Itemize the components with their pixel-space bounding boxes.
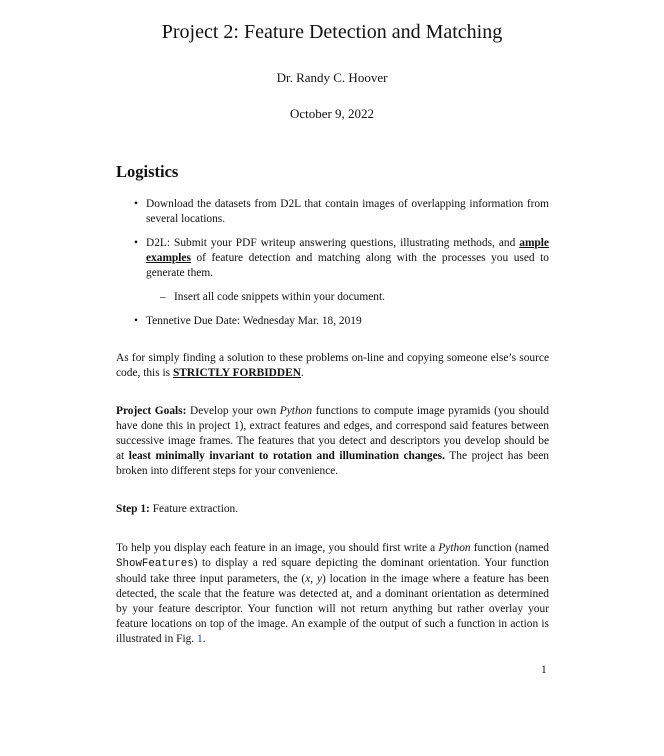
step1-label: Step 1: <box>116 503 150 515</box>
page-number: 1 <box>541 664 547 676</box>
goals-text: Develop your own <box>186 405 280 417</box>
policy-text: As for simply finding a solution to these problems on-line and copying someone else’s source code, this is <box>116 352 549 379</box>
step1-text: Feature extraction. <box>149 503 239 515</box>
step1-paragraph <box>116 541 549 647</box>
bullet-text: Download the datasets from D2L that contain images of overlapping information from several locations. <box>146 198 549 225</box>
goals-emphasis: least minimally invariant to rotation and illumination changes. <box>128 450 445 462</box>
body-text: function (named <box>470 542 549 554</box>
body-text: . <box>202 633 206 645</box>
goals-paragraph <box>116 404 549 479</box>
date: October 9, 2022 <box>289 106 375 121</box>
bullet-text: of feature detection and matching along with the processes you used to generate them. <box>146 252 549 279</box>
python-word: Python <box>438 542 471 554</box>
goals-text: The project has been broken into different steps for your convenience. <box>116 450 549 477</box>
author: Dr. Randy C. Hoover <box>276 70 388 85</box>
logistics-list <box>134 197 549 329</box>
body-text: ) location in the image where a feature has been detected, the scale that the feature was detected at, and a dominant orientation as determined by your feature descriptor. Your function will not return anything but rather overlay your feature locations on top of the image. An example of the output of such a function in action is illustrated in Fig. <box>116 573 549 645</box>
math-y: y <box>316 573 323 585</box>
policy-emphasis: STRICTLY FORBIDDEN <box>172 367 301 379</box>
page-title: Project 2: Feature Detection and Matching <box>161 21 503 43</box>
function-name: ShowFeatures <box>116 558 194 570</box>
python-word: Python <box>279 405 313 417</box>
bullet-text: Tennetive Due Date: Wednesday Mar. 18, 2019 <box>146 315 362 327</box>
list-item <box>134 314 549 329</box>
step1-heading <box>116 502 549 517</box>
list-item <box>134 197 549 227</box>
policy-end: . <box>300 367 304 379</box>
figure-link[interactable]: 1 <box>197 633 203 645</box>
goals-text: functions to compute image pyramids (you should have done this in project 1), extract features and edges, and correspond said features between successive image frames. The features that you detect and descriptors you develop should be at <box>116 405 550 462</box>
sub-list-item: – Insert all code snippets within your document. <box>146 290 549 305</box>
goals-label: Project Goals: <box>116 405 187 417</box>
bullet-text: D2L: Submit your PDF writeup answering questions, illustrating methods, and <box>146 237 520 249</box>
policy-paragraph <box>116 351 549 381</box>
math-x: x <box>305 573 311 585</box>
comma: , <box>310 573 317 585</box>
body-text: ) to display a red square depicting the dominant orientation. Your function should take three input parameters, the ( <box>116 557 549 585</box>
emphasis-text: ample examples <box>146 237 549 264</box>
body-text: To help you display each feature in an image, you should first write a <box>116 542 439 554</box>
list-item <box>134 236 549 305</box>
section-heading-logistics: Logistics <box>116 162 179 181</box>
sub-list <box>146 290 549 305</box>
